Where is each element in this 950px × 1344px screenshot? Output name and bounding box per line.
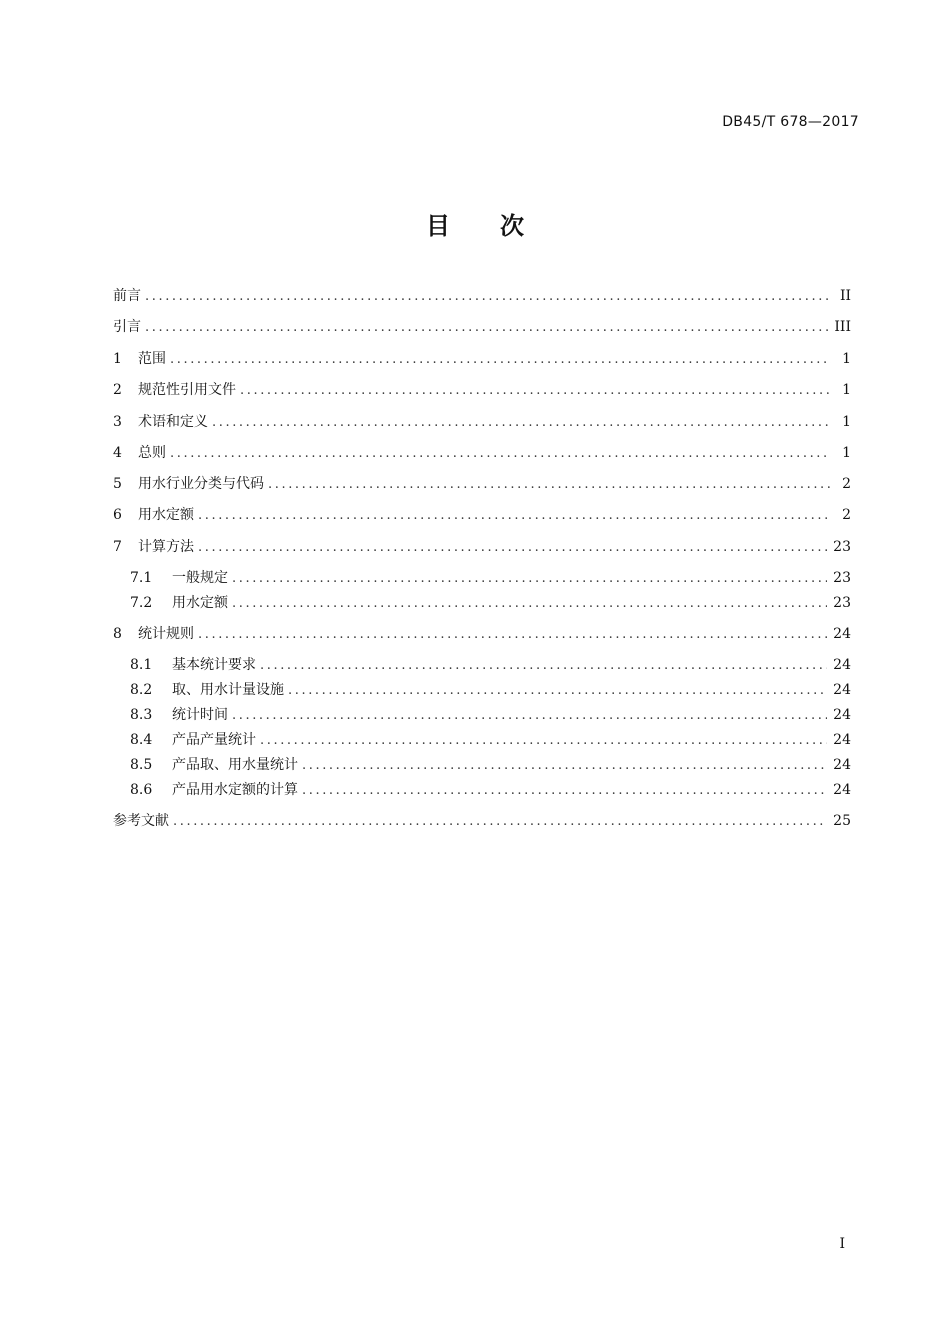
toc-entry-label: 取、用水计量设施 (172, 682, 284, 698)
toc-leader-dots (232, 593, 827, 615)
toc-entry-3[interactable] (113, 411, 851, 433)
toc-entry-label: 基本统计要求 (172, 657, 256, 673)
toc-entry-label: 统计时间 (172, 707, 228, 723)
toc-entry-8-5[interactable] (130, 754, 851, 776)
toc-entry-label: 一般规定 (172, 570, 228, 586)
toc-entry-label: 术语和定义 (138, 414, 208, 430)
toc-entry-label: 总则 (138, 445, 166, 461)
toc-entry-8-6[interactable] (130, 779, 851, 801)
toc-entry-7[interactable] (113, 536, 851, 558)
toc-entry-number: 8 (113, 626, 122, 642)
toc-entry-label: 规范性引用文件 (138, 382, 236, 398)
toc-page-number: 24 (833, 682, 851, 698)
toc-entry-number: 1 (113, 351, 122, 367)
toc-entry-label: 统计规则 (138, 626, 194, 642)
toc-entry-label: 产品产量统计 (172, 732, 256, 748)
toc-leader-dots (212, 412, 831, 434)
title-char: 次 (500, 212, 524, 240)
toc-entry-8-1[interactable] (130, 654, 851, 676)
toc-page-number: III (834, 319, 851, 335)
toc-leader-dots (198, 505, 831, 527)
toc-page-number: 24 (833, 707, 851, 723)
toc-leader-dots (145, 286, 831, 308)
toc-entry-6[interactable] (113, 504, 851, 526)
toc-page-number: 2 (842, 476, 851, 492)
toc-leader-dots (288, 680, 827, 702)
toc-entry-label: 产品取、用水量统计 (172, 757, 298, 773)
toc-page-number: 1 (842, 414, 851, 430)
toc-entry-number: 7.1 (130, 570, 153, 586)
toc-entry-label: 参考文献 (113, 813, 169, 829)
toc-leader-dots (198, 624, 827, 646)
toc-entry-number: 4 (113, 445, 122, 461)
page-number: I (839, 1236, 845, 1252)
toc-page-number: 24 (833, 626, 851, 642)
toc-entry-label: 用水行业分类与代码 (138, 476, 264, 492)
toc-leader-dots (173, 811, 827, 833)
toc-entry-number: 8.6 (130, 782, 153, 798)
toc-entry-7-1[interactable] (130, 567, 851, 589)
toc-page-number: 24 (833, 732, 851, 748)
toc-page-number: 2 (842, 507, 851, 523)
toc-entry-8[interactable] (113, 623, 851, 645)
toc-entry-label: 范围 (138, 351, 166, 367)
toc-entry-8-3[interactable] (130, 704, 851, 726)
toc-page-number: 24 (833, 782, 851, 798)
toc-leader-dots (170, 349, 831, 371)
toc-entry-8-4[interactable] (130, 729, 851, 751)
document-code: DB45/T 678—2017 (722, 114, 859, 130)
toc-entry-number: 8.4 (130, 732, 153, 748)
toc-entry-number: 8.2 (130, 682, 153, 698)
toc-entry-label: 计算方法 (138, 539, 194, 555)
toc-entry-8-2[interactable] (130, 679, 851, 701)
toc-page-number: 24 (833, 757, 851, 773)
toc-entry-references[interactable] (113, 810, 851, 832)
toc-leader-dots (240, 380, 831, 402)
toc-leader-dots (260, 655, 827, 677)
toc-entry-number: 7.2 (130, 595, 153, 611)
toc-page-number: 1 (842, 445, 851, 461)
toc-page-number: II (839, 288, 851, 304)
toc-entry-1[interactable] (113, 348, 851, 370)
toc-page-number: 25 (833, 813, 851, 829)
toc-page-number: 24 (833, 657, 851, 673)
toc-entry-label: 前言 (113, 288, 141, 304)
toc-page-number: 23 (833, 539, 851, 555)
toc-leader-dots (232, 705, 827, 727)
toc-entry-label: 用水定额 (138, 507, 194, 523)
toc-page-number: 1 (842, 382, 851, 398)
toc-leader-dots (198, 537, 827, 559)
toc-leader-dots (302, 755, 827, 777)
toc-leader-dots (232, 568, 827, 590)
toc-entry-7-2[interactable] (130, 592, 851, 614)
toc-leader-dots (268, 474, 831, 496)
toc-entry-number: 2 (113, 382, 122, 398)
toc-entry-introduction[interactable] (113, 316, 851, 338)
toc-page-number: 1 (842, 351, 851, 367)
toc-entry-4[interactable] (113, 442, 851, 464)
toc-entry-label: 产品用水定额的计算 (172, 782, 298, 798)
toc-leader-dots (170, 443, 831, 465)
toc-entry-number: 8.1 (130, 657, 153, 673)
toc-leader-dots (145, 317, 828, 339)
toc-entry-number: 8.5 (130, 757, 153, 773)
toc-entry-number: 8.3 (130, 707, 153, 723)
toc-page-number: 23 (833, 595, 851, 611)
toc-entry-number: 3 (113, 414, 122, 430)
toc-entry-number: 6 (113, 507, 122, 523)
toc-leader-dots (302, 780, 827, 802)
toc-leader-dots (260, 730, 827, 752)
toc-entry-5[interactable] (113, 473, 851, 495)
toc-entry-number: 7 (113, 539, 122, 555)
toc-entry-foreword[interactable] (113, 285, 851, 307)
page-title (0, 206, 950, 241)
toc-page-number: 23 (833, 570, 851, 586)
toc-entry-label: 用水定额 (172, 595, 228, 611)
toc-entry-label: 引言 (113, 319, 141, 335)
title-char: 目 (426, 212, 450, 240)
toc-entry-2[interactable] (113, 379, 851, 401)
toc-entry-number: 5 (113, 476, 122, 492)
